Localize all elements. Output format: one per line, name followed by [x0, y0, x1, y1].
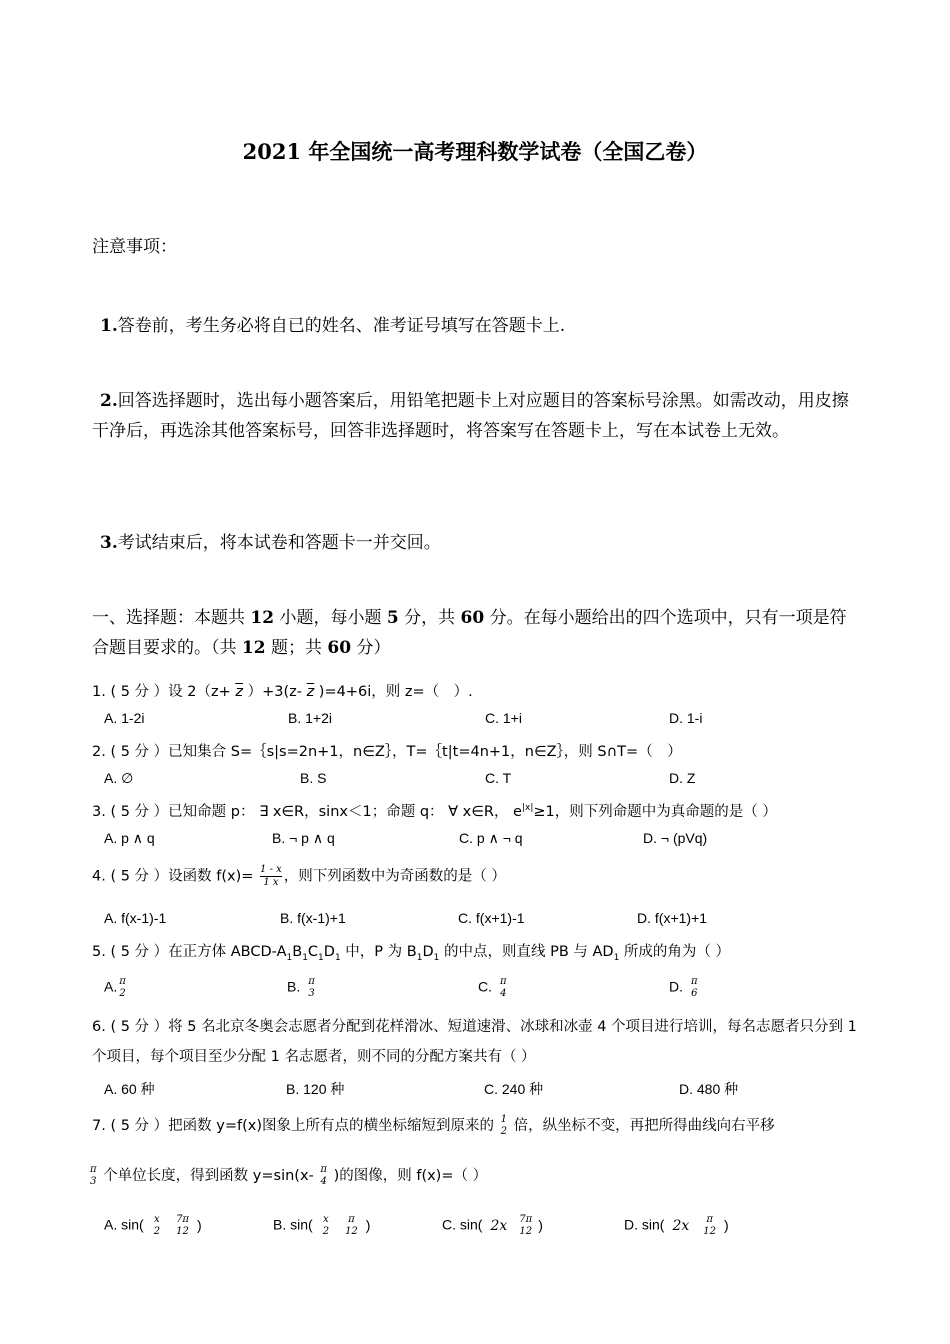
section-text: 分。在每小题给出的四个选项中，只有一项是符合题目要求的。（共: [92, 608, 847, 658]
section-text: 一、选择题：本题共: [92, 608, 251, 628]
notice-num: 2.: [100, 391, 118, 411]
option-c[interactable]: C. f(x+1)-1: [458, 910, 525, 926]
denominator: 3: [308, 988, 315, 999]
subscript: 1: [416, 952, 423, 963]
option-b[interactable]: B. 120 种: [286, 1081, 345, 1097]
option-d[interactable]: [624, 1214, 729, 1238]
fraction: [323, 1214, 329, 1238]
q-text: 中，P 为 B: [340, 944, 417, 960]
denominator: 12: [345, 1226, 358, 1237]
section-total: 60: [327, 638, 352, 658]
option-a[interactable]: A. ∅: [104, 770, 134, 786]
notice-num: 3.: [100, 533, 118, 553]
numerator: 7π: [519, 1214, 533, 1225]
question-7-line-2: [88, 1164, 487, 1188]
question-7-line-1: [92, 1114, 775, 1138]
option-c[interactable]: C. 1+i: [485, 710, 522, 726]
denominator: 6: [691, 988, 698, 999]
question-2: 2. ( 5 分 ）已知集合 S=｛s|s=2n+1，n∈Z｝，T=｛t|t=4n+1，n∈Z｝，则 S∩T=（ ）: [92, 744, 682, 760]
numerator: π: [348, 1214, 355, 1225]
option-a[interactable]: [104, 976, 128, 1000]
q-text: 3. ( 5 分 ）已知命题 p： ∃ x∈R，sinx＜1；命题 q： ∀ x∈R， e: [92, 804, 522, 820]
subscript: 1: [302, 952, 308, 963]
q-text: ）+3(z-: [242, 684, 307, 700]
option-d[interactable]: D. Z: [669, 770, 696, 786]
numerator: π: [90, 1164, 97, 1175]
q-text: )的图像，则 f(x)=（ ）: [328, 1168, 488, 1184]
lead-term: 2𝑥: [672, 1217, 690, 1234]
option-b[interactable]: B. S: [300, 770, 327, 786]
option-a[interactable]: A. f(x-1)-1: [104, 910, 167, 926]
q-text: ≥1，则下列命题中为真命题的是（ ）: [533, 804, 777, 820]
q-text: ，则下列函数中为奇函数的是（ ）: [283, 868, 506, 885]
option-a[interactable]: A. p ∧ q: [104, 830, 155, 846]
subscript: 1: [286, 952, 293, 963]
option-d[interactable]: D. 1-i: [669, 710, 703, 726]
q-text: )=4+6i，则 z=（ ）.: [314, 684, 473, 700]
numerator: π: [320, 1164, 327, 1175]
numerator: π: [500, 976, 507, 987]
subscript: 1: [433, 952, 440, 963]
fraction: [501, 1114, 507, 1138]
notice-heading: 注意事项：: [92, 237, 177, 257]
option-b[interactable]: B. 1+2i: [288, 710, 332, 726]
option-d[interactable]: D. ¬ (pVq): [643, 830, 708, 846]
q-text: 所成的角为（ ）: [619, 944, 731, 960]
option-label: D. sin(: [624, 1216, 665, 1233]
numerator: π: [706, 1214, 713, 1225]
q-text: 个单位长度，得到函数 y=sin(x-: [98, 1168, 319, 1184]
q-text: D: [422, 944, 434, 960]
section-text: 题；共: [265, 638, 328, 658]
question-4: [92, 864, 506, 889]
fraction: [308, 976, 315, 1000]
subscript: 1: [318, 952, 324, 963]
option-d[interactable]: D. 480 种: [679, 1081, 739, 1097]
conjugate-z: $\overline{z}$: [306, 684, 315, 700]
q-text: B: [292, 944, 303, 960]
option-a[interactable]: [104, 1214, 202, 1238]
denominator: 1 x: [263, 877, 279, 888]
subscript: 1: [334, 952, 341, 963]
option-label: A.: [104, 978, 118, 995]
section-text: 分）: [351, 638, 391, 658]
denominator: 4: [320, 1176, 327, 1187]
option-d[interactable]: [669, 976, 700, 1000]
paren: ): [197, 1216, 202, 1233]
subscript: 1: [613, 952, 620, 963]
q-text: 7. ( 5 分 ）把函数 y=f(x)图象上所有点的横坐标缩短到原来的: [92, 1118, 499, 1134]
option-c[interactable]: C. p ∧ ¬ q: [459, 830, 523, 846]
option-b[interactable]: B. f(x-1)+1: [280, 910, 346, 926]
fraction: [691, 976, 698, 1000]
question-3: [92, 800, 777, 821]
denominator: 2: [119, 988, 126, 999]
q-text: 4. ( 5 分 ）设函数 f(x)=: [92, 868, 259, 885]
option-c[interactable]: [478, 976, 509, 1000]
numerator: 7π: [176, 1214, 189, 1225]
question-6: 6. ( 5 分 ）将 5 名北京冬奥会志愿者分配到花样滑冰、短道速滑、冰球和冰壶 4 个项目进行培训，每名志愿者只分到 1 个项目，每个项目至少分配 1 名志愿者，则不同的分配方案共有（ ）: [92, 1019, 857, 1065]
option-a[interactable]: A. 60 种: [104, 1081, 155, 1097]
option-label: B. sin(: [273, 1216, 313, 1233]
numerator: π: [119, 976, 126, 987]
denominator: 12: [176, 1226, 189, 1237]
option-b[interactable]: [273, 1214, 370, 1238]
notice-item-3: [100, 528, 441, 553]
denominator: 4: [500, 988, 507, 999]
fraction: [519, 1214, 532, 1238]
option-label: C.: [478, 978, 492, 995]
notice-item-1: [100, 311, 565, 336]
option-c[interactable]: [442, 1214, 543, 1238]
option-label: C. sin(: [442, 1216, 483, 1233]
option-label: B.: [287, 978, 301, 995]
notice-text: 回答选择题时，选出每小题答案后，用铅笔把题卡上对应题目的答案标号涂黑。如需改动，用皮擦干净后，再选涂其他答案标号，回答非选择题时，将答案写在答题卡上，写在本试卷上无效。: [92, 391, 849, 441]
paren: ): [724, 1216, 729, 1233]
q-text: 的中点，则直线 PB 与 AD: [439, 944, 614, 960]
denominator: 2: [322, 1226, 330, 1237]
fraction: [703, 1214, 716, 1238]
q-text: C: [307, 944, 319, 960]
question-5: [92, 940, 730, 963]
fraction: [320, 1164, 327, 1188]
paren: ): [365, 1216, 371, 1233]
q-text: 1. ( 5 分 ）设 2（z+: [92, 684, 236, 700]
section-text: 分，共: [398, 608, 461, 628]
section-count: 12: [250, 608, 275, 628]
option-c[interactable]: C. 240 种: [484, 1081, 544, 1097]
denominator: 12: [703, 1226, 716, 1237]
fraction: [260, 864, 282, 889]
q-text: 倍，纵坐标不变，再把所得曲线向右平移: [508, 1118, 775, 1134]
section-points: 5: [386, 608, 399, 628]
denominator: 2: [500, 1126, 507, 1137]
denominator: 2: [153, 1226, 161, 1237]
exponent: |x|: [521, 803, 534, 814]
option-b[interactable]: B. ¬ p ∧ q: [272, 830, 335, 846]
numerator: 1: [500, 1114, 507, 1125]
fraction: [345, 1214, 358, 1238]
notice-num: 1.: [100, 316, 118, 336]
section-text: 小题，每小题: [274, 608, 387, 628]
paren: ): [538, 1216, 543, 1233]
numerator: x: [323, 1214, 329, 1225]
notice-item-2: [92, 386, 862, 446]
fraction: [119, 976, 126, 1000]
section-heading: [92, 603, 862, 663]
section-total: 60: [460, 608, 485, 628]
notice-text: 答卷前，考生务必将自已的姓名、准考证号填写在答题卡上.: [117, 316, 566, 336]
question-1: [92, 680, 473, 701]
numerator: 1 - x: [260, 864, 282, 875]
fraction: [500, 976, 507, 1000]
page-title: 2021 年全国统一高考理科数学试卷（全国乙卷）: [242, 139, 708, 164]
section-count: 12: [241, 638, 266, 658]
q-text: 5. ( 5 分 ）在正方体 ABCD-A: [92, 944, 287, 960]
denominator: 12: [519, 1226, 533, 1237]
lead-term: 2𝑥: [490, 1217, 508, 1234]
denominator: 3: [90, 1176, 97, 1187]
numerator: π: [308, 976, 315, 987]
numerator: π: [691, 976, 698, 987]
option-c[interactable]: C. T: [485, 770, 512, 786]
notice-text: 考试结束后，将本试卷和答题卡一并交回。: [117, 533, 441, 553]
fraction: [176, 1214, 189, 1238]
conjugate-z: $\overline{z}$: [235, 684, 243, 700]
option-label: A. sin(: [104, 1216, 144, 1233]
fraction: [154, 1214, 160, 1238]
fraction: [90, 1164, 97, 1188]
option-d[interactable]: D. f(x+1)+1: [637, 910, 708, 926]
q-text: D: [323, 944, 335, 960]
option-label: D.: [669, 978, 683, 995]
option-b[interactable]: [287, 976, 317, 1000]
option-a[interactable]: A. 1-2i: [104, 710, 145, 726]
numerator: x: [154, 1214, 160, 1225]
